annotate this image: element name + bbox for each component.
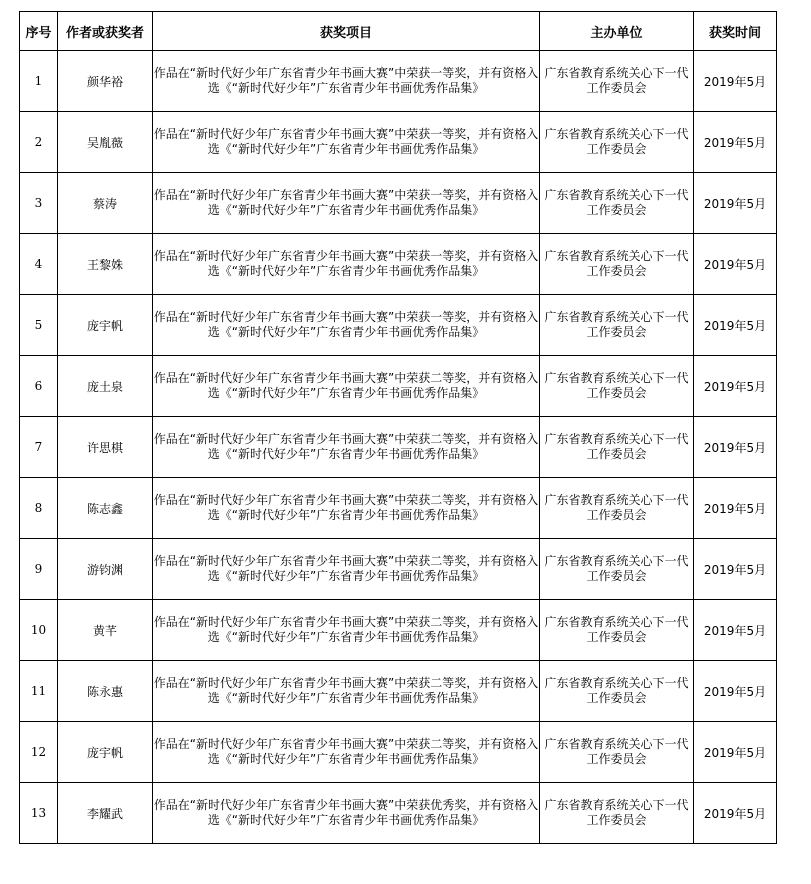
cell-author: 陈志鑫 (58, 478, 153, 539)
table-row (20, 51, 777, 112)
cell-num: 7 (20, 417, 58, 478)
table-body (20, 51, 777, 844)
cell-organizer: 广东省教育系统关心下一代工作委员会 (540, 173, 694, 234)
cell-project: 作品在“新时代好少年广东省青少年书画大赛”中荣获二等奖，并有资格入选《“新时代好少年”广东省青少年书画优秀作品集》 (153, 478, 540, 539)
table-row (20, 234, 777, 295)
cell-organizer: 广东省教育系统关心下一代工作委员会 (540, 295, 694, 356)
table-row (20, 478, 777, 539)
cell-project: 作品在“新时代好少年广东省青少年书画大赛”中荣获一等奖，并有资格入选《“新时代好少年”广东省青少年书画优秀作品集》 (153, 173, 540, 234)
cell-author: 庞宇帆 (58, 295, 153, 356)
cell-date: 2019年5月 (694, 478, 777, 539)
cell-date: 2019年5月 (694, 722, 777, 783)
cell-organizer: 广东省教育系统关心下一代工作委员会 (540, 417, 694, 478)
table-row (20, 356, 777, 417)
cell-organizer: 广东省教育系统关心下一代工作委员会 (540, 51, 694, 112)
cell-author: 蔡涛 (58, 173, 153, 234)
table-row (20, 417, 777, 478)
cell-project: 作品在“新时代好少年广东省青少年书画大赛”中荣获二等奖，并有资格入选《“新时代好少年”广东省青少年书画优秀作品集》 (153, 661, 540, 722)
cell-project: 作品在“新时代好少年广东省青少年书画大赛”中荣获二等奖，并有资格入选《“新时代好少年”广东省青少年书画优秀作品集》 (153, 539, 540, 600)
cell-author: 颜华裕 (58, 51, 153, 112)
cell-organizer: 广东省教育系统关心下一代工作委员会 (540, 234, 694, 295)
table-row (20, 539, 777, 600)
header-author: 作者或获奖者 (58, 12, 153, 51)
cell-project: 作品在“新时代好少年广东省青少年书画大赛”中荣获优秀奖，并有资格入选《“新时代好少年”广东省青少年书画优秀作品集》 (153, 783, 540, 844)
cell-num: 1 (20, 51, 58, 112)
cell-num: 2 (20, 112, 58, 173)
cell-organizer: 广东省教育系统关心下一代工作委员会 (540, 112, 694, 173)
cell-project: 作品在“新时代好少年广东省青少年书画大赛”中荣获一等奖，并有资格入选《“新时代好少年”广东省青少年书画优秀作品集》 (153, 295, 540, 356)
cell-num: 11 (20, 661, 58, 722)
cell-num: 3 (20, 173, 58, 234)
cell-date: 2019年5月 (694, 661, 777, 722)
cell-organizer: 广东省教育系统关心下一代工作委员会 (540, 539, 694, 600)
cell-date: 2019年5月 (694, 112, 777, 173)
cell-project: 作品在“新时代好少年广东省青少年书画大赛”中荣获二等奖，并有资格入选《“新时代好少年”广东省青少年书画优秀作品集》 (153, 722, 540, 783)
cell-date: 2019年5月 (694, 51, 777, 112)
cell-project: 作品在“新时代好少年广东省青少年书画大赛”中荣获一等奖，并有资格入选《“新时代好少年”广东省青少年书画优秀作品集》 (153, 112, 540, 173)
cell-organizer: 广东省教育系统关心下一代工作委员会 (540, 722, 694, 783)
cell-date: 2019年5月 (694, 234, 777, 295)
cell-project: 作品在“新时代好少年广东省青少年书画大赛”中荣获二等奖，并有资格入选《“新时代好少年”广东省青少年书画优秀作品集》 (153, 417, 540, 478)
cell-num: 13 (20, 783, 58, 844)
header-project: 获奖项目 (153, 12, 540, 51)
table-row (20, 661, 777, 722)
awards-table (19, 11, 777, 844)
cell-organizer: 广东省教育系统关心下一代工作委员会 (540, 356, 694, 417)
table-row (20, 722, 777, 783)
cell-date: 2019年5月 (694, 417, 777, 478)
cell-organizer: 广东省教育系统关心下一代工作委员会 (540, 600, 694, 661)
cell-author: 许思棋 (58, 417, 153, 478)
header-num: 序号 (20, 12, 58, 51)
cell-num: 9 (20, 539, 58, 600)
cell-num: 8 (20, 478, 58, 539)
table-row (20, 112, 777, 173)
cell-author: 吴胤薇 (58, 112, 153, 173)
cell-author: 庞土泉 (58, 356, 153, 417)
cell-author: 黄芊 (58, 600, 153, 661)
cell-author: 庞宇帆 (58, 722, 153, 783)
cell-num: 5 (20, 295, 58, 356)
table-row (20, 783, 777, 844)
cell-num: 12 (20, 722, 58, 783)
header-organizer: 主办单位 (540, 12, 694, 51)
header-date: 获奖时间 (694, 12, 777, 51)
cell-date: 2019年5月 (694, 356, 777, 417)
cell-num: 6 (20, 356, 58, 417)
cell-date: 2019年5月 (694, 173, 777, 234)
cell-project: 作品在“新时代好少年广东省青少年书画大赛”中荣获一等奖，并有资格入选《“新时代好少年”广东省青少年书画优秀作品集》 (153, 234, 540, 295)
table-row (20, 295, 777, 356)
header-row (20, 12, 777, 51)
cell-author: 游钧渊 (58, 539, 153, 600)
cell-project: 作品在“新时代好少年广东省青少年书画大赛”中荣获二等奖，并有资格入选《“新时代好少年”广东省青少年书画优秀作品集》 (153, 600, 540, 661)
cell-date: 2019年5月 (694, 539, 777, 600)
cell-author: 王黎姝 (58, 234, 153, 295)
cell-organizer: 广东省教育系统关心下一代工作委员会 (540, 478, 694, 539)
cell-organizer: 广东省教育系统关心下一代工作委员会 (540, 661, 694, 722)
cell-num: 4 (20, 234, 58, 295)
cell-date: 2019年5月 (694, 600, 777, 661)
cell-author: 李耀武 (58, 783, 153, 844)
cell-project: 作品在“新时代好少年广东省青少年书画大赛”中荣获二等奖，并有资格入选《“新时代好少年”广东省青少年书画优秀作品集》 (153, 356, 540, 417)
table-row (20, 173, 777, 234)
cell-date: 2019年5月 (694, 295, 777, 356)
cell-date: 2019年5月 (694, 783, 777, 844)
cell-project: 作品在“新时代好少年广东省青少年书画大赛”中荣获一等奖，并有资格入选《“新时代好少年”广东省青少年书画优秀作品集》 (153, 51, 540, 112)
table-row (20, 600, 777, 661)
cell-organizer: 广东省教育系统关心下一代工作委员会 (540, 783, 694, 844)
cell-num: 10 (20, 600, 58, 661)
cell-author: 陈永惠 (58, 661, 153, 722)
